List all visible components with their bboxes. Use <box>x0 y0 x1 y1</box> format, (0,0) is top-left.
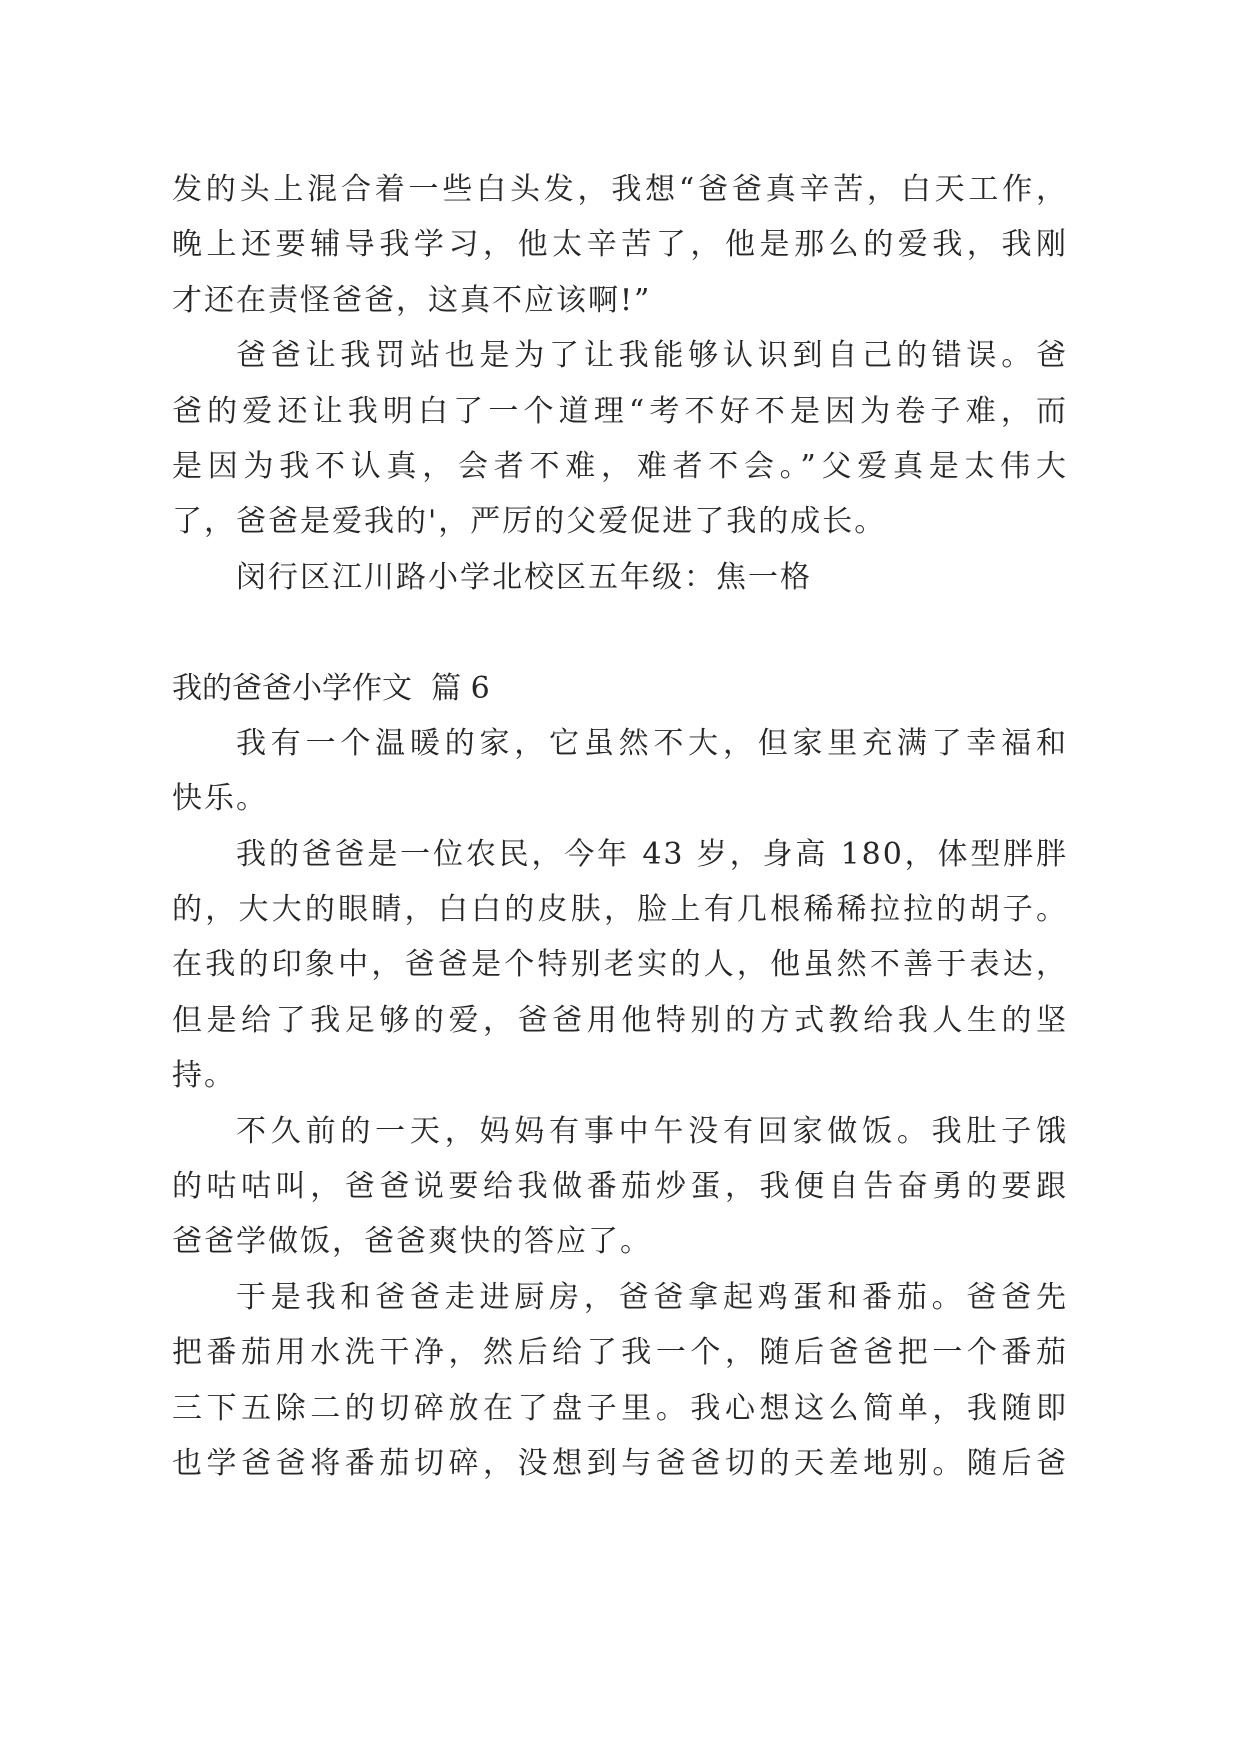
paragraph <box>172 716 1068 827</box>
text-line: 发的头上混合着一些白头发，我想“爸爸真辛苦，白天工作， <box>172 172 1068 207</box>
paragraph <box>172 827 1068 1104</box>
text-line: 是因为我不认真，会者不难，难者不会。”父爱真是太伟大 <box>172 448 1068 484</box>
text-line: 闵行区江川路小学北校区五年级：焦一格 <box>236 559 812 595</box>
text-line: 持。 <box>172 1058 236 1094</box>
blank-line <box>172 605 1068 660</box>
text-line: 我的爸爸是一位农民，今年 43 岁，身高 180，体型胖胖 <box>236 836 1068 872</box>
text-line: 我有一个温暖的家，它虽然不大，但家里充满了幸福和 <box>236 725 1068 761</box>
paragraph <box>172 328 1068 550</box>
paragraph <box>172 1270 1068 1492</box>
text-line: 把番茄用水洗干净，然后给了我一个，随后爸爸把一个番茄 <box>172 1335 1068 1371</box>
text-line: 爸的爱还让我明白了一个道理“考不好不是因为卷子难，而 <box>172 393 1068 429</box>
paragraph <box>172 1104 1068 1270</box>
text-line: 快乐。 <box>172 781 268 817</box>
text-line: 三下五除二的切碎放在了盘子里。我心想这么简单，我随即 <box>172 1390 1068 1426</box>
text-line: 爸爸让我罚站也是为了让我能够认识到自己的错误。爸 <box>236 338 1068 374</box>
text-line: 的，大大的眼睛，白白的皮肤，脸上有几根稀稀拉拉的胡子。 <box>172 892 1068 928</box>
paragraph <box>172 162 1068 328</box>
text-line: 才还在责怪爸爸，这真不应该啊!” <box>172 282 652 318</box>
text-line: 于是我和爸爸走进厨房，爸爸拿起鸡蛋和番茄。爸爸先 <box>236 1279 1068 1315</box>
text-line: 不久前的一天，妈妈有事中午没有回家做饭。我肚子饿 <box>236 1113 1068 1149</box>
author-line <box>172 550 1068 605</box>
text-line: 但是给了我足够的爱，爸爸用他特别的方式教给我人生的坚 <box>172 1002 1068 1038</box>
text-line: 了，爸爸是爱我的'，严厉的父爱促进了我的成长。 <box>172 504 887 540</box>
text-line: 晚上还要辅导我学习，他太辛苦了，他是那么的爱我，我刚 <box>172 227 1068 263</box>
text-line: 的咕咕叫，爸爸说要给我做番茄炒蛋，我便自告奋勇的要跟 <box>172 1169 1068 1205</box>
text-line: 爸爸学做饭，爸爸爽快的答应了。 <box>172 1224 652 1260</box>
section-heading: 我的爸爸小学作文 篇 6 <box>172 670 490 706</box>
document-body <box>172 162 1068 1491</box>
text-line: 也学爸爸将番茄切碎，没想到与爸爸切的天差地别。随后爸 <box>172 1445 1068 1481</box>
text-line: 在我的印象中，爸爸是个特别老实的人，他虽然不善于表达， <box>172 947 1068 983</box>
